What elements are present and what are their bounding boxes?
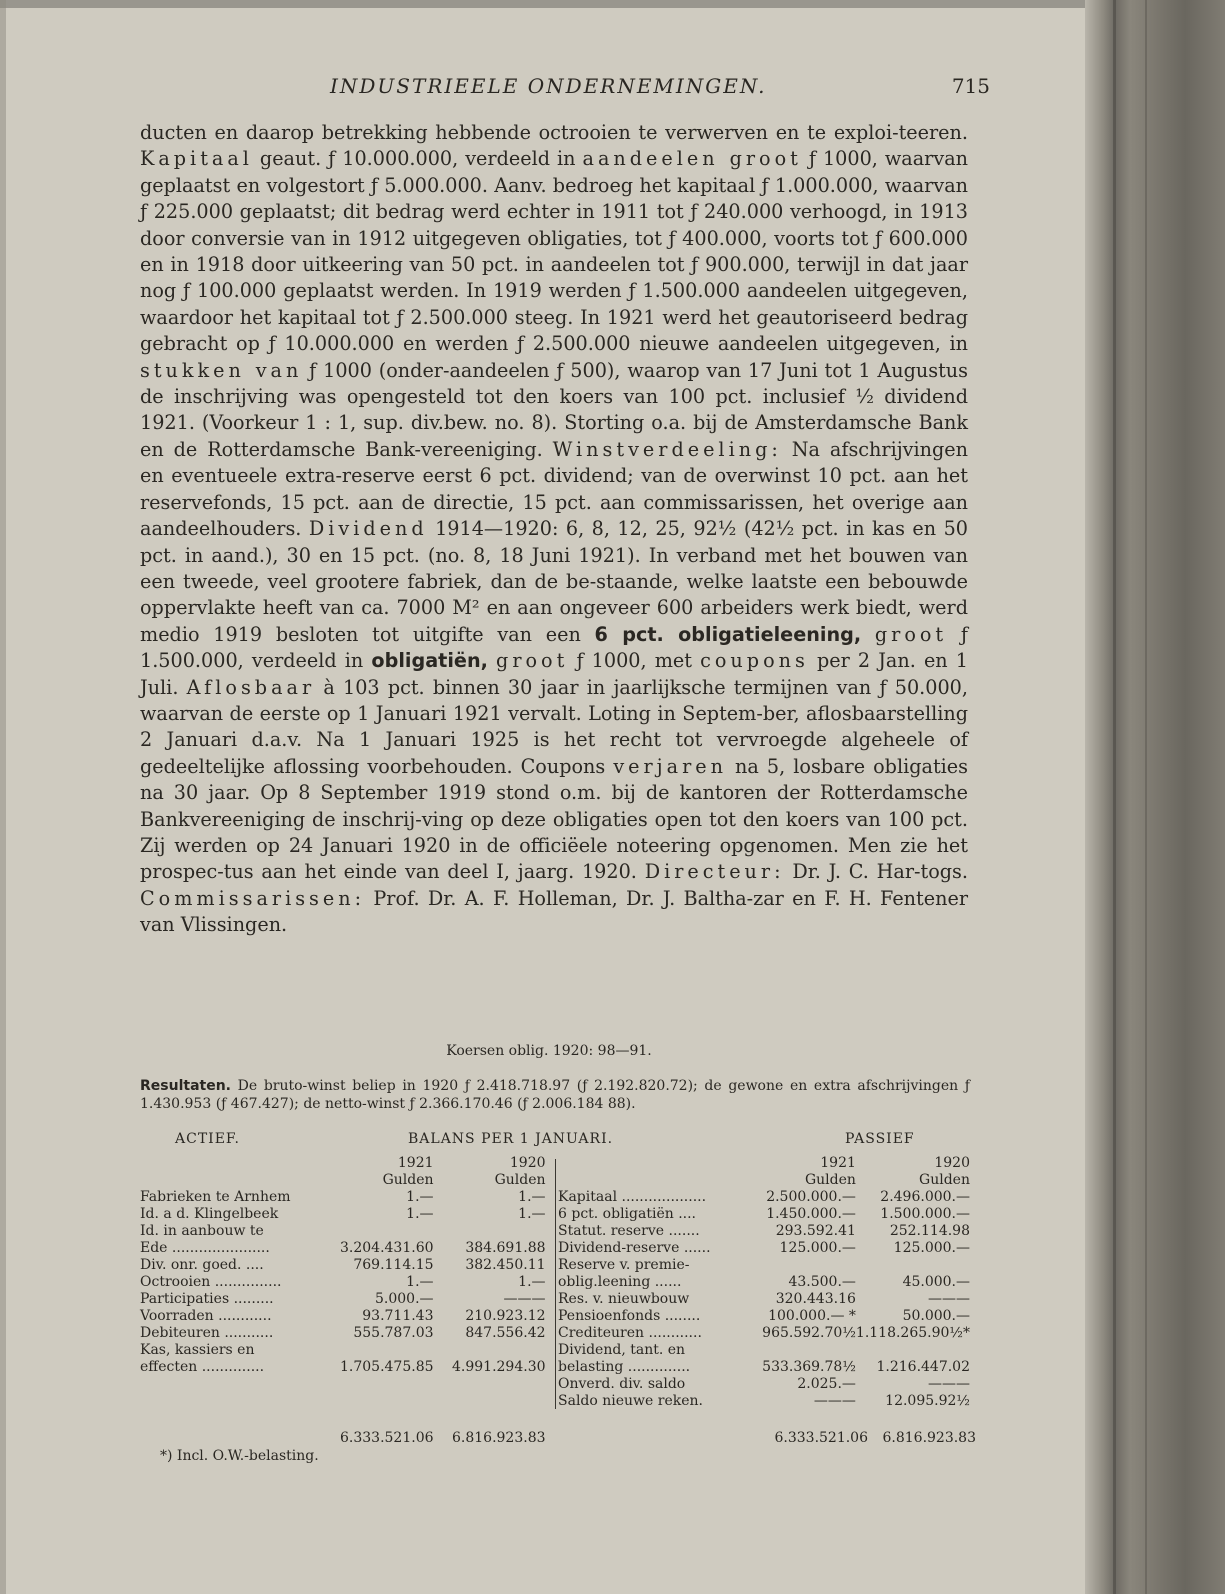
passief-item-label: Crediteuren ............ [558, 1325, 702, 1341]
passief-value-1921 [749, 1257, 856, 1274]
actief-value-1921 [340, 1342, 434, 1359]
page-edge-top [0, 0, 1098, 8]
passief-column [558, 1155, 970, 1410]
text-run: na 5, losbare obligaties na 30 jaar. Op 8 September 1919 stond o.m. bij de kantoren der Rotterdamsche Bankvereeniging de inschrij-ving op deze obligaties open tot den koers van 100 pct. Zij werden op 24 Januari 1920 in de officiëele noteering opgenomen. Men zie het prospec-tus aan het einde van deel I, jaarg. 1920. [140, 754, 968, 884]
passief-item-label: Onverd. div. saldo [558, 1376, 686, 1392]
page-edge-left [0, 0, 6, 1594]
actief-value-1921: 3.204.431.60 [340, 1240, 434, 1256]
passief-value-1921: 2.025.— [797, 1376, 856, 1392]
spaced-term-kapitaal: Kapitaal [140, 147, 253, 171]
resultaten-paragraph [140, 1077, 970, 1113]
passief-value-1920 [856, 1342, 970, 1359]
passief-value-1921: 43.500.— [788, 1274, 856, 1290]
passief-value-1920: 1.500.000.— [880, 1206, 970, 1222]
actief-row [140, 1274, 546, 1291]
passief-item-label: oblig.leening ...... [558, 1274, 682, 1290]
year-1921: 1921 [820, 1155, 856, 1171]
text-run: à 103 pct. binnen 30 jaar in jaarlijksche termijnen van ƒ 50.000, waarvan de eerste op 1 Januari 1921 vervalt. Loting in Septem-ber, aflosbaarstelling 2 Januari d.a.v. Na 1 Januari 1925 is het recht tot vervroegde algeheele of gedeeltelijke aflossing voorbehouden. Coupons [140, 675, 968, 778]
passief-value-1921: 1.450.000.— [766, 1206, 856, 1222]
passief-value-1921: ——— [813, 1393, 856, 1409]
passief-row [558, 1291, 970, 1308]
passief-value-1920 [856, 1257, 970, 1274]
passief-item-label: belasting .............. [558, 1359, 691, 1375]
passief-value-1920: 1.216.447.02 [876, 1359, 970, 1375]
total-actief-1921: 6.333.521.06 [340, 1430, 434, 1446]
page-number: 715 [951, 74, 990, 98]
running-header [330, 74, 990, 102]
passief-value-1920: ——— [928, 1291, 970, 1307]
actief-table [140, 1155, 546, 1376]
actief-row [140, 1308, 546, 1325]
spaced-term-dividend: Dividend [308, 517, 428, 541]
actief-value-1921: 1.— [406, 1274, 434, 1290]
body-paragraph [140, 120, 968, 939]
passief-item-label: Kapitaal ................... [558, 1189, 707, 1205]
resultaten-label: Resultaten. [140, 1078, 231, 1094]
actief-value-1920: 4.991.294.30 [452, 1359, 546, 1375]
passief-row [558, 1359, 970, 1376]
passief-row [558, 1189, 970, 1206]
actief-row [140, 1359, 546, 1376]
passief-value-1920: 45.000.— [902, 1274, 970, 1290]
footnote: *) Incl. O.W.-belasting. [160, 1448, 319, 1464]
passief-row [558, 1240, 970, 1257]
text-run: ƒ 1000 (onder-aandeelen ƒ 500), waarop van 17 Juni tot 1 Augustus de inschrijving was opengesteld tot den koers van 100 pct. inclusief ½ dividend 1921. (Voorkeur 1 : 1, sup. div.bew. no. 8). Storting o.a. bij de Amsterdamsche Bank en de Rotterdamsche Bank-vereeniging. [140, 358, 968, 461]
actief-value-1921: 5.000.— [374, 1291, 434, 1307]
text-run: ƒ 1000, met [568, 649, 701, 673]
spaced-term-commissarissen: Commissarissen: [140, 886, 366, 910]
passief-value-1921: 965.592.70½ [762, 1325, 856, 1341]
text-run [488, 649, 496, 672]
passief-item-label: Dividend, tant. en [558, 1342, 686, 1358]
passief-value-1921: 2.500.000.— [766, 1189, 856, 1205]
spaced-term-aandeelen-groot: aandeelen groot [582, 147, 802, 171]
actief-value-1920: 382.450.11 [465, 1257, 546, 1273]
actief-row [140, 1342, 546, 1359]
actief-item-label: Participaties ......... [140, 1291, 274, 1307]
balance-header [140, 1131, 970, 1153]
actief-row [140, 1189, 546, 1206]
book-spine-edge [1085, 0, 1225, 1594]
unit-label: Gulden [804, 1172, 856, 1188]
year-1921: 1921 [397, 1155, 434, 1171]
passief-value-1920: 1.118.265.90½* [855, 1325, 970, 1341]
unit-row [140, 1172, 546, 1189]
passief-row [558, 1308, 970, 1325]
passief-label: PASSIEF [845, 1131, 915, 1147]
actief-item-label: Div. onr. goed. .... [140, 1257, 264, 1273]
actief-value-1921: 555.787.03 [353, 1325, 434, 1341]
year-1920: 1920 [934, 1155, 970, 1171]
passief-item-label: Dividend-reserve ...... [558, 1240, 711, 1256]
actief-totals [140, 1430, 546, 1447]
actief-row [140, 1206, 546, 1223]
actief-value-1920: 1.— [518, 1274, 546, 1290]
actief-item-label: Debiteuren ........... [140, 1325, 274, 1341]
actief-column [140, 1155, 546, 1376]
passief-value-1920: 12.095.92½ [885, 1393, 970, 1409]
actief-value-1921: 1.— [406, 1189, 434, 1205]
spaced-term-groot-2: groot [496, 649, 569, 673]
actief-row [140, 1240, 546, 1257]
passief-value-1920: 125.000.— [893, 1240, 970, 1256]
unit-row [558, 1172, 970, 1189]
actief-item-label: Kas, kassiers en [140, 1342, 255, 1358]
year-row [558, 1155, 970, 1172]
actief-item-label: Id. a d. Klingelbeek [140, 1206, 279, 1222]
text-run: ƒ 1000, waarvan geplaatst en volgestort ƒ 5.000.000. Aanv. bedroeg het kapitaal ƒ 1.000.000, waarvan ƒ 225.000 geplaatst; dit bedrag werd echter in 1911 tot ƒ 240.000 verhoogd, in 1913 door conversie van in 1912 uitgegeven obligaties, tot ƒ 400.000, voorts tot ƒ 600.000 en in 1918 door uitkeering van 50 pct. in aandeelen tot ƒ 900.000, terwijl in dat jaar nog ƒ 100.000 geplaatst werden. In 1919 werden ƒ 1.500.000 aandeelen uitgegeven, waardoor het kapitaal tot ƒ 2.500.000 steeg. In 1921 werd het geautoriseerd bedrag gebracht op ƒ 10.000.000 en werden ƒ 2.500.000 nieuwe aandeelen uitgegeven, in [140, 147, 968, 356]
actief-value-1920: 1.— [518, 1206, 546, 1222]
passief-row [558, 1376, 970, 1393]
passief-value-1920: ——— [928, 1376, 970, 1392]
text-run: geaut. ƒ 10.000.000, verdeeld in [252, 147, 583, 171]
total-actief-1920: 6.816.923.83 [452, 1430, 546, 1446]
passief-row [558, 1223, 970, 1240]
actief-row [140, 1291, 546, 1308]
year-1920: 1920 [509, 1155, 546, 1171]
passief-totals [558, 1430, 976, 1447]
actief-value-1920 [434, 1223, 546, 1240]
passief-row [558, 1342, 970, 1359]
spaced-term-verjaren: verjaren [613, 754, 727, 778]
text-run: per 2 Jan. en 1 Juli. [140, 649, 968, 699]
passief-value-1921: 100.000.— * [768, 1308, 856, 1324]
passief-value-1921: 533.369.78½ [762, 1359, 856, 1375]
actief-value-1920: 210.923.12 [465, 1308, 546, 1324]
passief-item-label: Pensioenfonds ........ [558, 1308, 701, 1324]
resultaten-text: De bruto-winst beliep in 1920 ƒ 2.418.718.97 (ƒ 2.192.820.72); de gewone en extra afschrijvingen ƒ 1.430.953 (ƒ 467.427); de netto-winst ƒ 2.366.170.46 (ƒ 2.006.184 88). [140, 1078, 970, 1112]
actief-value-1921: 93.711.43 [362, 1308, 434, 1324]
unit-label: Gulden [919, 1172, 970, 1188]
passief-item-label: 6 pct. obligatiën .... [558, 1206, 696, 1222]
passief-row [558, 1393, 970, 1410]
text-run [861, 623, 875, 646]
column-divider [555, 1159, 556, 1409]
actief-row [140, 1325, 546, 1342]
total-passief-1921: 6.333.521.06 [774, 1430, 868, 1446]
actief-value-1920 [434, 1342, 546, 1359]
spaced-term-winstverdeeling: Winstverdeeling: [552, 437, 782, 461]
passief-row [558, 1274, 970, 1291]
passief-item-label: Res. v. nieuwbouw [558, 1291, 690, 1307]
text-run: 1914—1920: 6, 8, 12, 25, 92½ (42½ pct. in kas en 50 pct. in aand.), 30 en 15 pct. (no. 8, 18 Juni 1921). In verband met het bouwen van een tweede, veel grootere fabriek, dan de be-staande, welke laatste een bebouwde oppervlakte heeft van ca. 7000 M² en aan ongeveer 600 arbeiders werk biedt, werd medio 1919 besloten tot uitgifte van een [140, 517, 968, 646]
spaced-term-directeur: Directeur: [644, 860, 785, 884]
header-title: INDUSTRIEELE ONDERNEMINGEN. [330, 74, 767, 98]
actief-value-1920: 847.556.42 [465, 1325, 546, 1341]
actief-item-label: effecten .............. [140, 1359, 265, 1375]
actief-value-1920: 1.— [518, 1189, 546, 1205]
actief-row [140, 1257, 546, 1274]
passief-item-label: Saldo nieuwe reken. [558, 1393, 703, 1409]
unit-label: Gulden [494, 1172, 546, 1188]
spaced-term-coupons: coupons [700, 649, 809, 673]
spaced-term-stukken-van: stukken van [140, 358, 303, 382]
passief-value-1920: 50.000.— [902, 1308, 970, 1324]
passief-item-label: Reserve v. premie- [558, 1257, 690, 1273]
passief-item-label: Statut. reserve ....... [558, 1223, 700, 1239]
actief-value-1921: 1.705.475.85 [340, 1359, 434, 1375]
balance-title: BALANS PER 1 JANUARI. [408, 1131, 614, 1147]
actief-value-1920: ——— [503, 1291, 546, 1307]
actief-value-1920: 384.691.88 [465, 1240, 546, 1256]
passief-row [558, 1325, 970, 1342]
text-run: Prof. Dr. A. F. Holleman, Dr. J. Baltha-zar en F. H. Fentener van Vlissingen. [140, 886, 968, 937]
text-run: ducten en daarop betrekking hebbende octrooien te verwerven en te exploi-teeren. [140, 121, 968, 144]
text-run: Na afschrijvingen en eventueele extra-reserve eerst 6 pct. dividend; van de overwinst 10 pct. aan het reservefonds, 15 pct. aan de directie, 15 pct. aan commissarissen, het overige aan aandeelhouders. [140, 437, 968, 541]
text-run: ƒ 1.500.000, verdeeld in [140, 622, 968, 673]
spaced-term-aflosbaar: Aflosbaar [186, 675, 316, 699]
passief-value-1921: 320.443.16 [775, 1291, 856, 1307]
total-passief-1920: 6.816.923.83 [882, 1430, 976, 1446]
passief-value-1921: 293.592.41 [775, 1223, 856, 1239]
passief-row [558, 1257, 970, 1274]
unit-label: Gulden [382, 1172, 434, 1188]
actief-item-label: Fabrieken te Arnhem [140, 1189, 291, 1205]
spaced-term-groot: groot [874, 622, 948, 646]
actief-row [140, 1223, 546, 1240]
actief-item-label: Id. in aanbouw te [140, 1223, 264, 1239]
actief-item-label: Ede ...................... [140, 1240, 270, 1256]
actief-item-label: Voorraden ............ [140, 1308, 272, 1324]
bold-term-obligatieleening: 6 pct. obligatieleening, [594, 622, 862, 646]
passief-value-1920: 2.496.000.— [880, 1189, 970, 1205]
actief-value-1921 [340, 1223, 434, 1240]
year-row [140, 1155, 546, 1172]
koersen-line: Koersen oblig. 1920: 98—91. [446, 1043, 652, 1059]
actief-label: ACTIEF. [175, 1131, 240, 1147]
actief-value-1921: 769.114.15 [353, 1257, 434, 1273]
passief-table [558, 1155, 970, 1410]
passief-value-1921: 125.000.— [779, 1240, 856, 1256]
bold-term-obligatien: obligatiën, [371, 649, 488, 673]
passief-value-1921 [749, 1342, 856, 1359]
actief-value-1921: 1.— [406, 1206, 434, 1222]
actief-item-label: Octrooien ............... [140, 1274, 282, 1290]
passief-row [558, 1206, 970, 1223]
passief-value-1920: 252.114.98 [889, 1223, 970, 1239]
balance-sheet [140, 1131, 970, 1409]
text-run: Dr. J. C. Har-togs. [784, 860, 968, 884]
